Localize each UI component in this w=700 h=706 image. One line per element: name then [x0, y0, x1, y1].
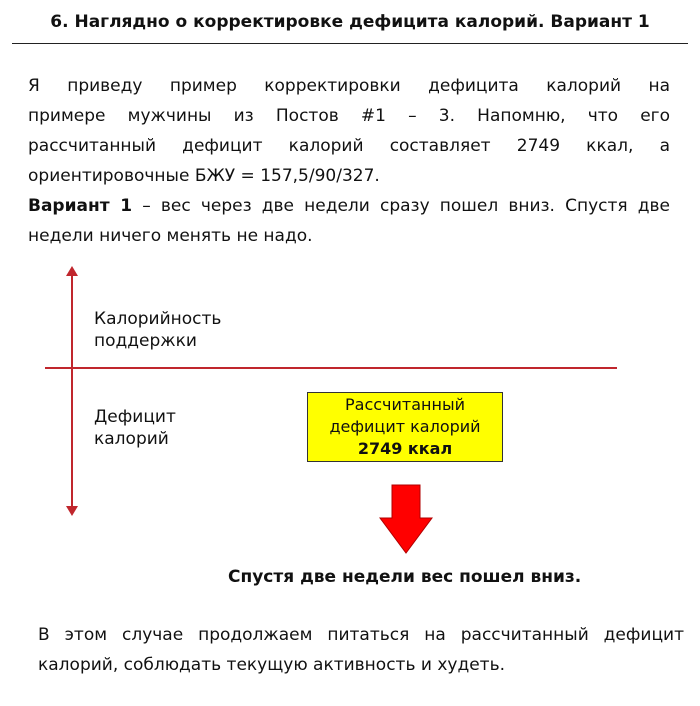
arrow-down-icon: [66, 506, 78, 516]
support-label-line: поддержки: [94, 331, 197, 351]
box-value: 2749 ккал: [357, 439, 453, 458]
deficit-label: [94, 406, 176, 450]
title-divider: [12, 43, 688, 44]
support-label-line: Калорийность: [94, 309, 222, 329]
page-title: 6. Наглядно о корректировке дефицита калорий. Вариант 1: [50, 12, 650, 32]
deficit-label-line: калорий: [94, 429, 169, 449]
down-arrow-icon: [379, 484, 433, 554]
arrow-up-icon: [66, 266, 78, 276]
intro-line: примере мужчины из Постов #1 – 3. Напомню, что его: [28, 106, 670, 126]
variant-label: Вариант 1: [28, 196, 133, 216]
deficit-label-line: Дефицит: [94, 407, 176, 427]
intro-line: ориентировочные БЖУ = 157,5/90/327.: [28, 166, 380, 186]
variant-line: [28, 191, 670, 221]
intro-line: рассчитанный дефицит калорий составляет 2749 ккал, а: [28, 136, 670, 156]
result-caption: Спустя две недели вес пошел вниз.: [228, 567, 582, 587]
variant-text: – вес через две недели сразу пошел вниз. Спустя две: [132, 196, 670, 216]
calculated-deficit-box: [307, 392, 503, 462]
conclusion-paragraph: [38, 620, 684, 680]
maintenance-line: [45, 367, 617, 369]
box-line: Рассчитанный: [345, 395, 465, 414]
support-label: [94, 308, 221, 352]
conclusion-line: В этом случае продолжаем питаться на рассчитанный дефицит: [38, 625, 684, 645]
intro-paragraph: [28, 71, 670, 251]
box-line: дефицит калорий: [329, 417, 481, 436]
vertical-axis: [71, 272, 73, 510]
conclusion-line: калорий, соблюдать текущую активность и худеть.: [38, 655, 505, 675]
intro-line: недели ничего менять не надо.: [28, 226, 313, 246]
intro-line: Я приведу пример корректировки дефицита калорий на: [28, 76, 670, 96]
